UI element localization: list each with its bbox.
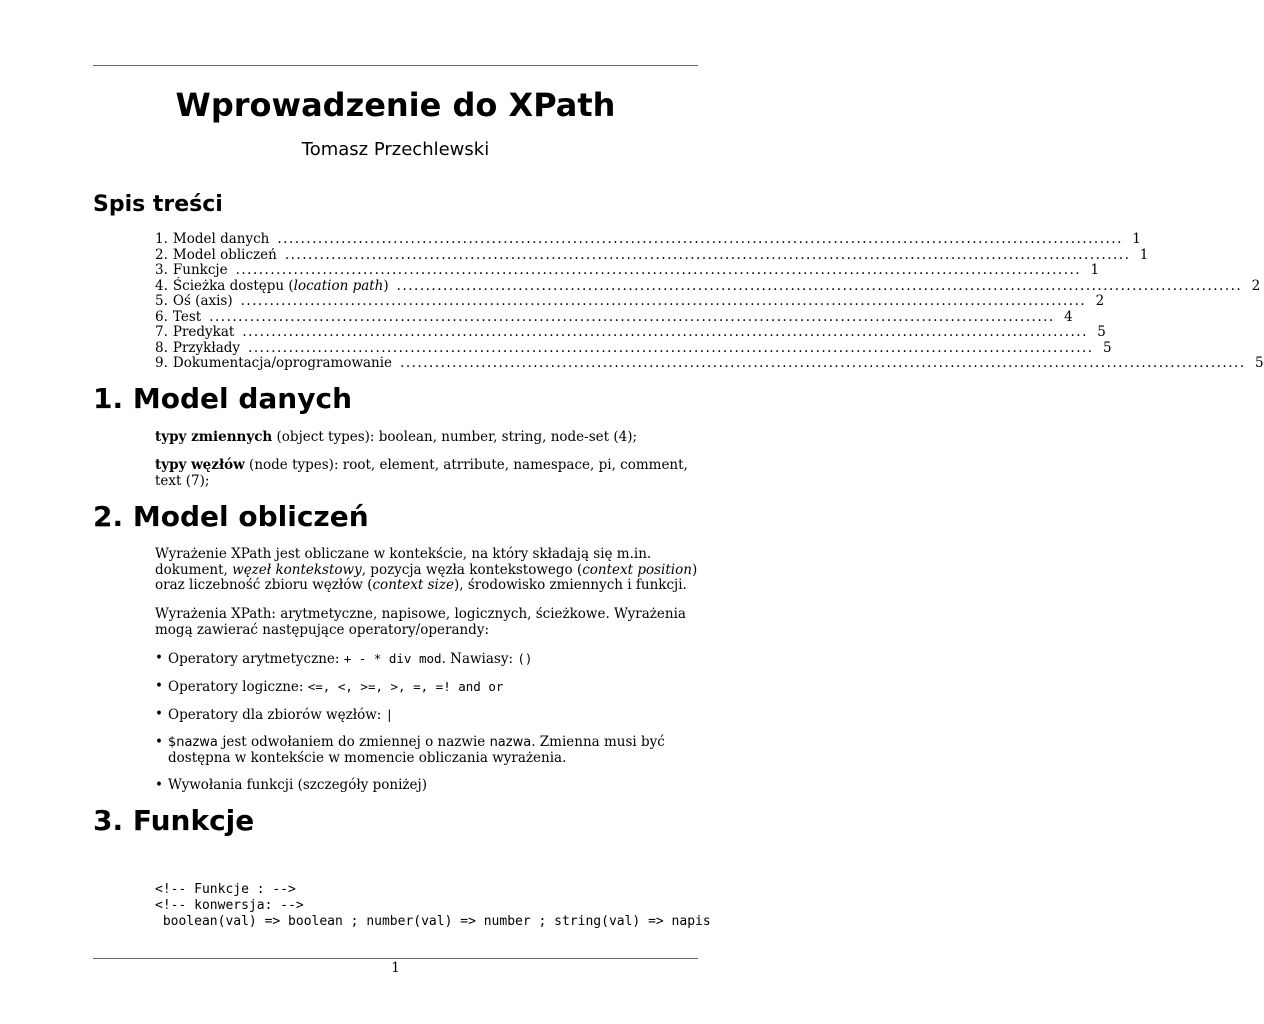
bottom-rule bbox=[93, 958, 698, 959]
paragraph-text: Wyrażenie XPath jest obliczane w kontekście, na który składają się m.in. dokument, bbox=[155, 546, 652, 578]
section-2-heading: 2. Model obliczeń bbox=[93, 500, 369, 533]
toc-item-page: 2 bbox=[1251, 277, 1261, 294]
bullet-marker: • bbox=[155, 777, 163, 793]
section-1-heading: 1. Model danych bbox=[93, 382, 352, 415]
section-2-paragraph-1 bbox=[155, 547, 700, 594]
toc-item-number: 9. bbox=[155, 355, 168, 371]
bullet-logical-operators bbox=[155, 679, 700, 696]
toc-item-page: 5 bbox=[1255, 355, 1264, 371]
toc-item-label: Predykat bbox=[172, 324, 235, 340]
section-3-heading: 3. Funkcje bbox=[93, 804, 255, 837]
top-rule bbox=[93, 65, 698, 66]
code-inline: | bbox=[385, 707, 394, 722]
bullet-marker: • bbox=[155, 706, 163, 722]
toc-item-number: 5. bbox=[155, 293, 168, 309]
bullet-variables bbox=[155, 735, 700, 766]
toc-item[interactable] bbox=[155, 231, 1141, 248]
toc-item-page: 5 bbox=[1102, 339, 1112, 356]
toc-item-label: Przykłady bbox=[172, 339, 241, 356]
code-block bbox=[155, 866, 711, 930]
paragraph-text: (node types): root, element, atrribute, namespace, pi, comment, text (7); bbox=[155, 457, 688, 489]
paragraph-text: , pozycja węzła kontekstowego ( bbox=[361, 561, 583, 578]
bullet-text: . Zmienna musi być dostępna w kontekście w momencie obliczania wyrażenia. bbox=[168, 734, 665, 766]
toc-leader-dots: .................................................................................................................................................. bbox=[284, 246, 1131, 263]
bullet-text: Operatory arytmetyczne: bbox=[168, 651, 344, 667]
toc-leader-dots: .................................................................................................................................................. bbox=[400, 355, 1246, 371]
code-inline: () bbox=[517, 651, 533, 666]
toc-leader-dots: .................................................................................................................................................. bbox=[235, 262, 1082, 278]
toc-item-label-part: Ścieżka dostępu ( bbox=[172, 277, 294, 294]
toc-item[interactable] bbox=[155, 308, 1073, 326]
toc-leader-dots: .................................................................................................................................................. bbox=[240, 293, 1087, 309]
bullet-text: Operatory dla zbiorów węzłów: bbox=[168, 707, 386, 723]
emphasis-context-node: węzeł kontekstowy bbox=[232, 561, 362, 578]
toc-item-page: 1 bbox=[1139, 246, 1149, 263]
toc-item-number: 8. bbox=[155, 339, 168, 356]
toc-heading: Spis treści bbox=[93, 192, 223, 217]
toc-item[interactable] bbox=[155, 277, 1261, 295]
bullet-function-calls bbox=[155, 778, 700, 794]
toc-item-page: 2 bbox=[1095, 293, 1105, 309]
toc-item[interactable] bbox=[155, 246, 1149, 264]
bullet-arithmetic-operators bbox=[155, 651, 700, 668]
toc-item[interactable] bbox=[155, 262, 1100, 279]
toc-item-number: 2. bbox=[155, 246, 168, 263]
toc-leader-dots: .................................................................................................................................................. bbox=[242, 324, 1088, 340]
toc-item-label: Funkcje bbox=[172, 262, 228, 278]
bullet-text: jest odwołaniem do zmiennej o nazwie bbox=[217, 734, 490, 750]
toc-item[interactable] bbox=[155, 324, 1106, 341]
bullet-text: Wywołania funkcji (szczegóły poniżej) bbox=[168, 777, 427, 793]
document-title: Wprowadzenie do XPath bbox=[175, 86, 616, 124]
code-inline: + - * div mod bbox=[343, 651, 442, 666]
bullet-marker: • bbox=[155, 650, 163, 666]
toc-item[interactable] bbox=[155, 355, 1264, 372]
bullet-text: . Nawiasy: bbox=[441, 651, 518, 667]
toc-item-page: 1 bbox=[1090, 262, 1100, 278]
toc-item-label-emphasis: location path bbox=[293, 277, 384, 294]
toc-leader-dots: .................................................................................................................................................. bbox=[248, 339, 1094, 356]
toc-item-label: Oś (axis) bbox=[172, 293, 233, 309]
code-line: <!-- Funkcje : --> bbox=[155, 882, 296, 897]
toc-item[interactable] bbox=[155, 339, 1112, 357]
toc-item-number: 7. bbox=[155, 324, 168, 340]
toc-item-number: 4. bbox=[155, 277, 168, 294]
toc-item-label: Model danych bbox=[172, 231, 270, 247]
page-number: 1 bbox=[391, 960, 400, 976]
toc-item-page: 5 bbox=[1097, 324, 1106, 340]
toc-item-label: Dokumentacja/oprogramowanie bbox=[172, 355, 393, 371]
toc-item-number: 3. bbox=[155, 262, 168, 278]
toc-item-number: 6. bbox=[155, 308, 168, 325]
toc-leader-dots: .................................................................................................................................................. bbox=[209, 308, 1055, 325]
toc-leader-dots: .................................................................................................................................................. bbox=[396, 277, 1243, 294]
code-line: boolean(val) => boolean ; number(val) => number ; string(val) => napis bbox=[155, 914, 711, 929]
term-node-types: typy węzłów bbox=[155, 457, 245, 473]
document-author: Tomasz Przechlewski bbox=[301, 139, 490, 160]
toc-item-page: 4 bbox=[1064, 308, 1073, 325]
table-of-contents bbox=[155, 231, 1264, 372]
bullet-text: Operatory logiczne: bbox=[168, 679, 308, 695]
toc-item-label: Test bbox=[172, 308, 202, 325]
bullet-marker: • bbox=[155, 678, 163, 694]
bullet-marker: • bbox=[155, 734, 163, 750]
code-inline: <=, <, >=, >, =, =! and or bbox=[307, 679, 504, 694]
bullet-node-set-operators bbox=[155, 707, 700, 724]
section-1-paragraph-2 bbox=[155, 458, 700, 489]
term-variable-types: typy zmiennych bbox=[155, 429, 273, 445]
paragraph-text: ), środowisko zmiennych i funkcji. bbox=[453, 577, 687, 593]
code-line: <!-- konwersja: --> bbox=[155, 898, 304, 913]
section-1-paragraph-1 bbox=[155, 430, 700, 446]
toc-item-label bbox=[173, 279, 389, 295]
toc-item-label: Model obliczeń bbox=[172, 246, 277, 263]
paragraph-text: (object types): boolean, number, string, node-set (4); bbox=[272, 429, 638, 445]
emphasis-context-size: context size bbox=[372, 577, 454, 593]
toc-leader-dots: .................................................................................................................................................. bbox=[277, 231, 1123, 247]
emphasis-context-position: context position bbox=[582, 561, 692, 578]
toc-item-number: 1. bbox=[155, 231, 168, 247]
toc-item-page: 1 bbox=[1132, 231, 1141, 247]
code-inline: nazwa bbox=[489, 735, 532, 750]
code-inline: $nazwa bbox=[168, 735, 218, 750]
section-2-paragraph-2: Wyrażenia XPath: arytmetyczne, napisowe, logicznych, ścieżkowe. Wyrażenia mogą zawierać następujące operatory/operandy: bbox=[155, 606, 686, 638]
toc-item-label-part: ) bbox=[383, 277, 389, 294]
paragraph-text: ) oraz liczebność zbioru węzłów ( bbox=[155, 561, 698, 593]
toc-item[interactable] bbox=[155, 293, 1105, 310]
